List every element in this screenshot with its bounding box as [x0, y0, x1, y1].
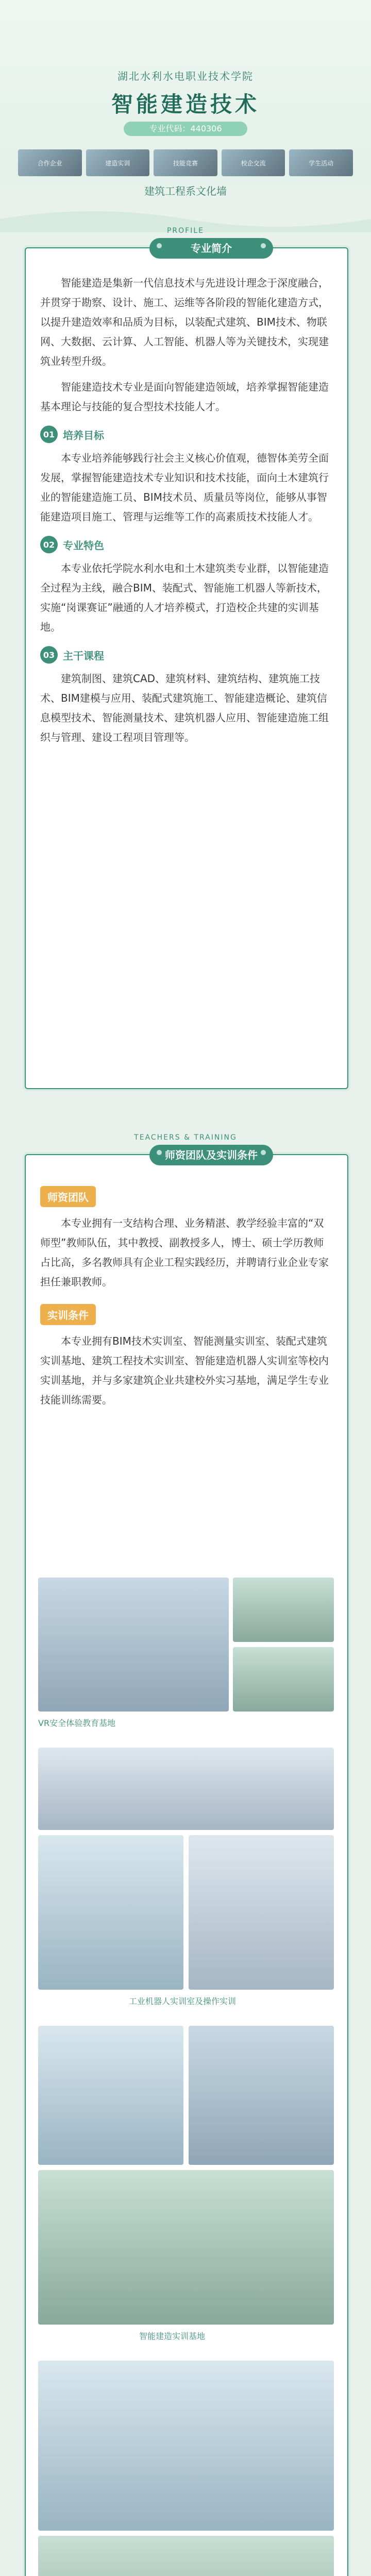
intro-subtitle: PROFILE: [166, 227, 205, 235]
courses-badge: [40, 646, 333, 664]
class-photo: [38, 2536, 334, 2576]
hero-photo: 建造实训: [86, 149, 150, 176]
major-code-badge: 专业代码：440306: [124, 122, 247, 136]
robot-photo: [38, 1835, 183, 1990]
robot-photo: [189, 1835, 334, 1990]
caption-base: 智能建造实训基地: [139, 2331, 206, 2341]
badge-number: 03: [40, 646, 58, 664]
feature-badge: [40, 536, 333, 553]
caption-robot: 工业机器人实训室及操作实训: [129, 1996, 237, 2006]
badge-title: 专业特色: [63, 539, 104, 552]
hero-photo: 合作企业: [18, 149, 82, 176]
teachers-title: 师资团队及实训条件: [165, 1149, 258, 1161]
badge-title: 培养目标: [63, 429, 104, 442]
header-dot: [261, 1150, 266, 1155]
teachers-subtitle: TEACHERS & TRAINING: [134, 1133, 237, 1142]
team-tag: 师资团队: [40, 1186, 96, 1207]
intro-text: [40, 273, 333, 747]
intro-section: [25, 242, 348, 1089]
hero-photo-strip: [18, 149, 353, 176]
base-photo-wide: [38, 2170, 334, 2325]
intro-paragraph-2: 智能建造技术专业是面向智能建造领域，培养掌握智能建造基本理论与技能的复合型技术技能人才。: [40, 381, 329, 413]
lab-photo: [38, 1748, 334, 1830]
badge-title: 主干课程: [63, 649, 104, 662]
goal-badge: [40, 426, 333, 443]
major-title: 智能建造技术: [111, 92, 260, 117]
goal-paragraph: 本专业培养能够践行社会主义核心价值观，德智体美劳全面发展，掌握智能建造技术专业知识和技术技能，面向土木建筑行业的智能建造施工员、BIM技术员、质量员等岗位，能够从事智能建造项目施工、管理与运维等工作的高素质技术技能人才。: [40, 452, 329, 523]
header-dot: [157, 1150, 162, 1155]
training-paragraph: 本专业拥有BIM技术实训室、智能测量实训室、装配式建筑实训基地、建筑工程技术实训室、智能建造机器人实训室等校内实训基地，并与多家建筑企业共建校外实习基地，满足学生专业技能训练需要。: [40, 1335, 329, 1406]
badge-number: 01: [40, 426, 58, 443]
badge-number: 02: [40, 536, 58, 553]
caption-vr: VR安全体验教育基地: [38, 1718, 116, 1728]
vr-photo-small: [233, 1647, 334, 1711]
intro-paragraph-1: 智能建造是集新一代信息技术与先进设计理念于深度融合，并贯穿于勘察、设计、施工、运维等各阶段的智能化建造方式，以提升建造效率和品质为目标，以装配式建筑、BIM技术、物联网、大数据、云计算、人工智能、机器人等为关键技术，实现建筑业转型升级。: [40, 277, 329, 367]
intro-header: [149, 238, 273, 259]
base-photo: [189, 2026, 334, 2165]
hero-photo: 校企交流: [222, 149, 285, 176]
courses-paragraph: 建筑制图、建筑CAD、建筑材料、建筑结构、建筑施工技术、BIM建模与应用、装配式建筑施工、智能建造概论、建筑信息模型技术、智能测量技术、建筑机器人应用、智能建造施工组织与管理、建设工程项目管理等。: [40, 672, 329, 743]
feature-paragraph: 本专业依托学院水利水电和土木建筑类专业群，以智能建造全过程为主线，融合BIM、装配式、智能施工机器人等新技术，实施“岗课赛证”融通的人才培养模式，打造校企共建的实训基地。: [40, 562, 329, 633]
team-block: [40, 1186, 333, 1410]
culture-wall-title: 建筑工程系文化墙: [144, 185, 227, 197]
intro-title: 专业简介: [191, 242, 232, 255]
hero-photo: 学生活动: [289, 149, 353, 176]
teachers-section: [25, 1149, 348, 2576]
team-paragraph: 本专业拥有一支结构合理、业务精湛、教学经验丰富的“双师型”教师队伍，其中教授、副教授多人，博士、硕士学历教师占比高，多名教师具有企业工程实践经历，并聘请行业企业专家担任兼职教师。: [40, 1217, 329, 1288]
vr-base-photo: [38, 1578, 229, 1711]
hero-photo: 技能竞赛: [154, 149, 217, 176]
training-tag: 实训条件: [40, 1304, 96, 1325]
teachers-header: [149, 1145, 273, 1165]
header-dot: [261, 243, 266, 248]
class-photo: [38, 2361, 334, 2531]
vr-photo-small: [233, 1578, 334, 1642]
hero-banner: [0, 0, 371, 185]
header-dot: [157, 243, 162, 248]
school-name: 湖北水利水电职业技术学院: [117, 70, 254, 82]
base-photo: [38, 2026, 183, 2165]
